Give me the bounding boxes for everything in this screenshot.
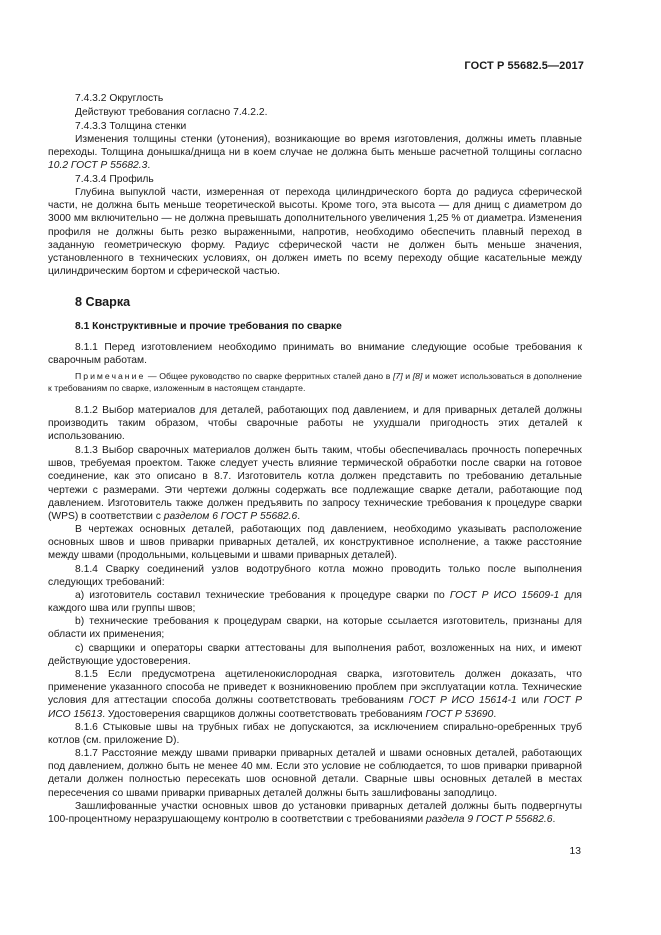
clause-8-1-4-c: с) сварщики и операторы сварки аттестованы для выполнения работ, возложенных на них, и имеют действующие удостоверения. [48,643,582,668]
clause-7-4-3-4-heading: 7.4.3.4 Профиль [75,174,154,185]
clause-8-1-4-b: b) технические требования к процедурам сварки, на которые ссылается изготовитель, признаны для области их применения; [48,616,582,641]
clause-8-1-4: 8.1.4 Сварку соединений узлов водотрубного котла можно проводить только после выполнения следующих требований: [48,564,582,589]
clause-8-1-7: 8.1.7 Расстояние между швами приварки приварных деталей и швами основных деталей, работающих под давлением, должно быть не менее 40 мм. Если это условие не соблюдается, то шов приварки приварной детали должен полностью пересекать шов основной детали. Сварные швы основных деталей в местах пересечения со швами приварки приварных деталей должны быть зашлифованы заподлицо. [48,748,582,799]
clause-8-1-6: 8.1.6 Стыковые швы на трубных гибах не допускаются, за исключением спирально-оребренных труб котлов (см. приложение D). [48,722,582,747]
clause-8-1-3-drawings: В чертежах основных деталей, работающих под давлением, необходимо указывать расположение основных швов и швов приварки приварных деталей, их конструктивное исполнение, а также расстояние между швами (продольными, кольцевыми и швами приварных деталей). [48,524,582,562]
clause-7-4-3-3-heading: 7.4.3.3 Толщина стенки [75,121,187,132]
clause-8-1-7-ndt: Зашлифованные участки основных швов до установки приварных деталей должны быть подвергнуты 100-процентному неразрушающему контролю в соответствии с требованиями раздела 9 ГОСТ Р 55682.6. [48,801,582,826]
clause-7-4-3-3-text: Изменения толщины стенки (утонения), возникающие во время изготовления, должны иметь плавные переходы. Толщина донышка/днища ни в коем случае не должна быть меньше расчетной толщины согласно 10.2 ГОСТ Р 55682.3. [48,134,582,172]
page-number: 13 [569,846,581,857]
clause-8-1-2: 8.1.2 Выбор материалов для деталей, работающих под давлением, и для приварных деталей должны производить таким образом, чтобы сварочные работы не ухудшали пригодность этих деталей к использованию. [48,405,582,443]
clause-8-1-3: 8.1.3 Выбор сварочных материалов должен быть таким, чтобы обеспечивалась прочность поперечных швов, требуемая проектом. Также следует учесть влияние термической обработки после сварки на готовое соединение, как это описано в 8.7. Изготовитель котла должен представить по требованию детальные чертежи с размерами. Эти чертежи должны содержать все подлежащие сварке детали, работающие под давлением. Изготовитель также должен предъявить по запросу технические требования к процедуре сварки (WPS) в соответствии с разделом 6 ГОСТ Р 55682.6. [48,445,582,523]
clause-8-1-1: 8.1.1 Перед изготовлением необходимо принимать во внимание следующие особые требования к сварочным работам. [48,342,582,367]
clause-7-4-3-2-text: Действуют требования согласно 7.4.2.2. [75,107,268,118]
clause-7-4-3-2-heading: 7.4.3.2 Округлость [75,93,164,104]
note: Примечание — Общее руководство по сварке ферритных сталей дано в [7] и [8] и может использоваться в дополнение к требованиям по сварке, изложенным в настоящем стандарте. [48,371,582,393]
clause-8-1-5: 8.1.5 Если предусмотрена ацетиленокислородная сварка, изготовитель должен доказать, что применение указанного способа не приведет к возникновению проблем при эксплуатации котла. Технические условия для аттестации способа должны соответствовать требованиям ГОСТ Р ИСО 15614-1 или ГОСТ Р ИСО 15613. Удостоверения сварщиков должны соответствовать требованиям ГОСТ Р 53690. [48,669,582,720]
clause-7-4-3-4-text: Глубина выпуклой части, измеренная от перехода цилиндрического борта до радиуса сферической части, не должна быть меньше теоретической высоты. Кроме того, эта высота — для днищ с диаметром до 3000 мм включительно — не должна превышать дополнительного увеличения 1,25 % от диаметра. Изменения профиля не должны быть резко выраженными, напротив, необходимо обеспечить плавный переход в заданную геометрическую форму. Радиус сферической части не должен быть меньше значения, установленного в технических условиях, он должен иметь по всему переходу общие касательные между цилиндрическим бортом и сферической частью. [48,187,582,278]
section-8-1-heading: 8.1 Конструктивные и прочие требования по сварке [75,321,342,332]
document-code-header: ГОСТ Р 55682.5—2017 [464,60,584,72]
section-8-heading: 8 Сварка [75,295,131,309]
clause-8-1-4-a: а) изготовитель составил технические требования к процедуре сварки по ГОСТ Р ИСО 15609-1 для каждого шва или группы швов; [48,590,582,615]
